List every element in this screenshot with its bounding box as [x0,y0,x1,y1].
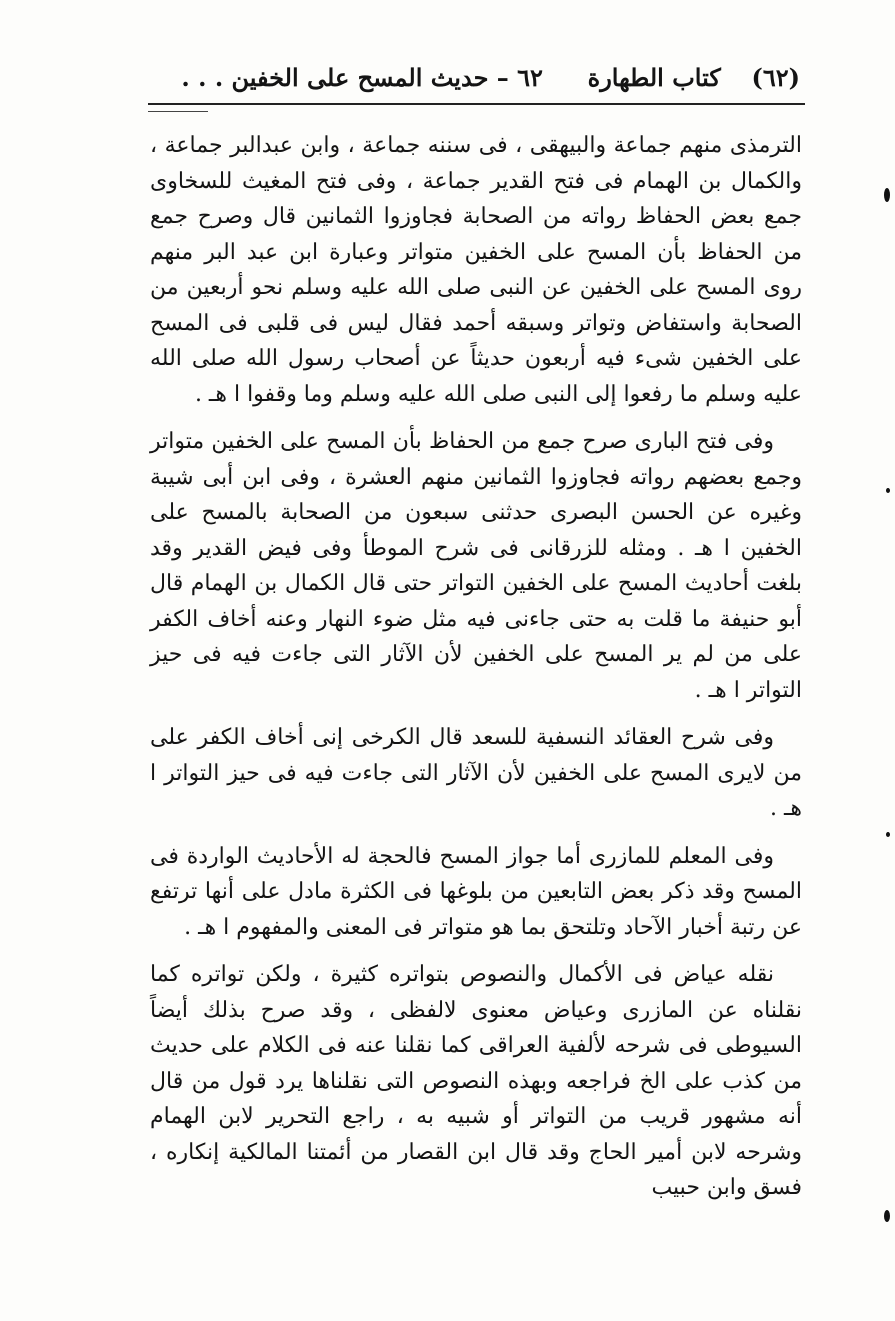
paragraph-2: وفى فتح البارى صرح جمع من الحفاظ بأن المسح على الخفين متواتر وجمع بعضهم رواته فجاوزوا الثمانين منهم العشرة ، وفى ابن أبى شيبة وغيره عن الحسن البصرى حدثنى سبعون من الصحابة بالمسح على الخفين ا هـ . ومثله للزرقانى فى شرح الموطأ وفى فيض القدير وقد بلغت أحاديث المسح على الخفين التواتر حتى قال الكمال بن الهمام قال أبو حنيفة ما قلت به حتى جاءنى فيه مثل ضوء النهار وعنه أخاف الكفر على من لم ير المسح على الخفين لأن الآثار التى جاءت فيه فى حيز التواتر ا هـ . [150,429,802,703]
page-header [181,58,800,98]
margin-mark-3 [886,832,890,837]
body-text [150,128,802,1218]
paragraph-3: وفى شرح العقائد النسفية للسعد قال الكرخى إنى أخاف الكفر على من لايرى المسح على الخفين لأن الآثار التى جاءت فيه فى حيز التواتر ا هـ . [150,725,802,821]
margin-mark-2 [886,488,890,493]
margin-mark-4 [884,1210,890,1222]
margin-mark-1 [884,188,890,202]
paragraph-4: وفى المعلم للمازرى أما جواز المسح فالحجة له الأحاديث الواردة فى المسح وقد ذكر بعض التابعين من بلوغها فى الكثرة مادل على أنها ترتفع عن رتبة أخبار الآحاد وتلتحق بما هو متواتر فى المعنى والمفهوم ا هـ . [150,843,802,940]
paragraph-1: الترمذى منهم جماعة والبيهقى ، فى سننه جماعة ، وابن عبدالبر جماعة ، والكمال بن الهمام فى فتح القدير جماعة ، وفى فتح المغيث للسخاوى جمع بعض الحفاظ رواته من الصحابة فجاوزوا الثمانين قال وصرح جمع من الحفاظ بأن المسح على الخفين متواتر وعبارة ابن عبد البر منهم روى المسح على الخفين عن النبى صلى الله عليه وسلم نحو أربعين من الصحابة واستفاض وتواتر وسبقه أحمد فقال ليس فى قلبى فى المسح على الخفين شىء فيه أربعون حديثاً عن أصحاب رسول الله صلى الله عليه وسلم ما رفعوا إلى النبى صلى الله عليه وسلم وما وقفوا ا هـ . [150,133,802,407]
book-title: كتاب الطهارة [587,63,721,92]
paragraph-5: نقله عياض فى الأكمال والنصوص بتواتره كثيرة ، ولكن تواتره كما نقلناه عن المازرى وعياض معنوى لالفظى ، وقد صرح بذلك أيضاً السيوطى فى شرحه لألفية العراقى كما نقلنا عنه فى الكلام على حديث من كذب على الخ فراجعه وبهذه النصوص التى نقلناها يرد قول من قال أنه مشهور قريب من التواتر أو شبيه به ، راجع التحرير لابن الهمام وشرحه لابن أمير الحاج وقد قال ابن القصار من أئمتنا المالكية إنكاره ، فسق وابن حبيب [150,962,802,1200]
page-number: (٦٢) [751,63,800,92]
header-subrule [148,111,208,112]
section-title: ٦٢ – حديث المسح على الخفين . . . [181,63,543,92]
header-rule [148,103,805,105]
